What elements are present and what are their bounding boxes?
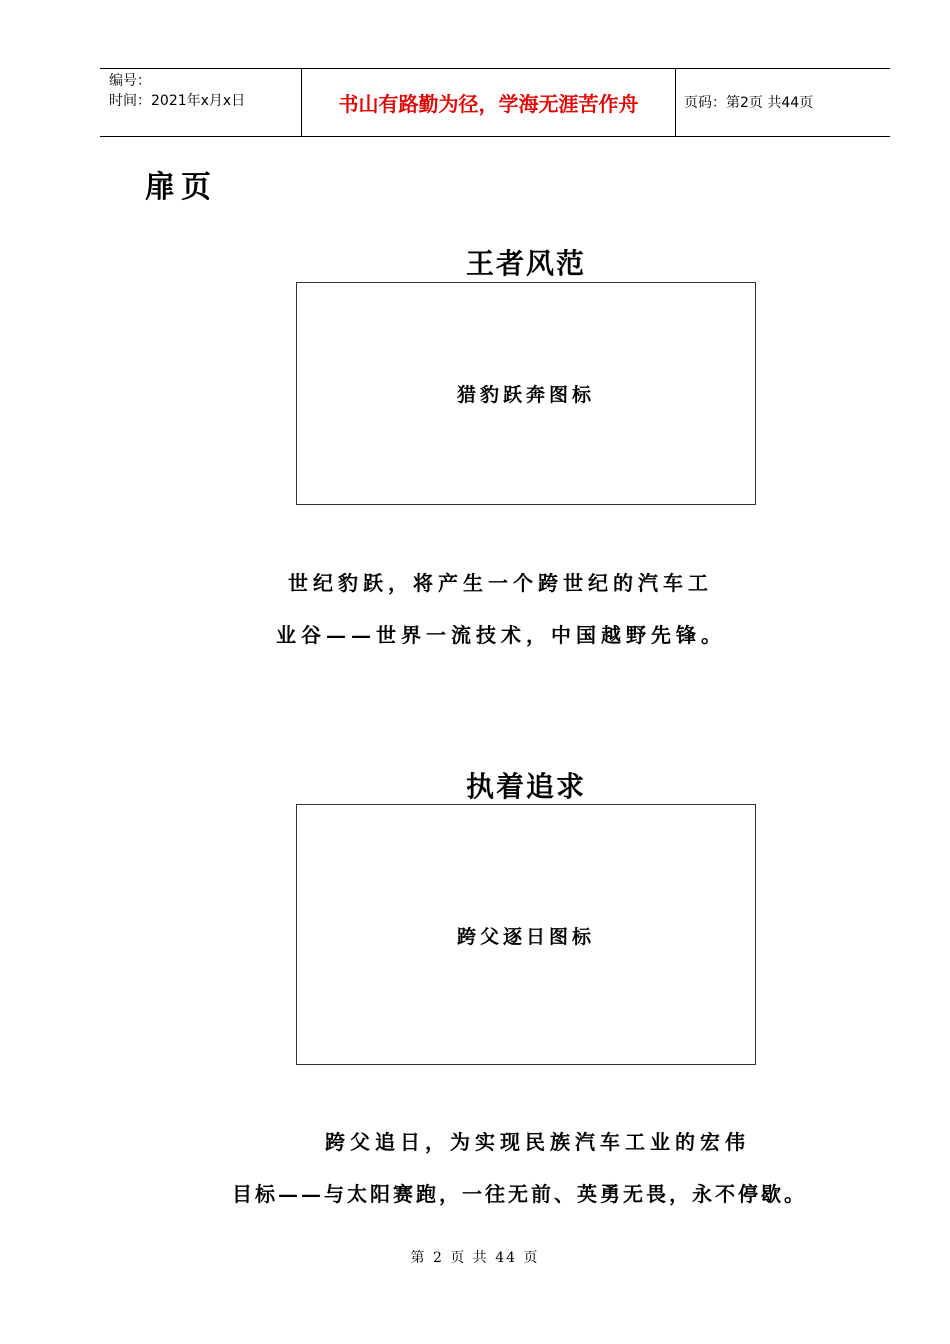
header-motto-cell [302, 69, 676, 136]
section-1-line-2: 业谷——世界一流技术，中国越野先锋。 [276, 623, 726, 647]
image-placeholder-label-2: 跨父逐日图标 [456, 926, 595, 948]
document-code-label: 编号： [109, 73, 151, 89]
header-page-cell [676, 69, 890, 136]
section-title-2: 执着追求 [465, 770, 586, 803]
header-meta-cell [100, 69, 302, 136]
section-2-line-2: 目标——与太阳赛跑，一往无前、英勇无畏，永不停歇。 [232, 1182, 807, 1206]
image-placeholder-label-1: 猎豹跃奔图标 [456, 384, 595, 406]
image-placeholder-1 [296, 282, 756, 505]
header-page-info: 页码：第2页 共44页 [684, 95, 814, 111]
section-1-line-1: 世纪豹跃，将产生一个跨世纪的汽车工 [288, 571, 713, 595]
header-motto: 书山有路勤为径，学海无涯苦作舟 [338, 92, 639, 116]
page-header [100, 68, 890, 137]
section-2-line-1: 跨父追日，为实现民族汽车工业的宏伟 [325, 1130, 750, 1154]
page-heading: 扉页 [145, 170, 217, 205]
image-placeholder-2 [296, 804, 756, 1065]
document-time-label: 时间：2021年x月x日 [109, 93, 246, 109]
section-title-1: 王者风范 [465, 247, 586, 280]
page-footer: 第 2 页 共 44 页 [410, 1250, 540, 1266]
